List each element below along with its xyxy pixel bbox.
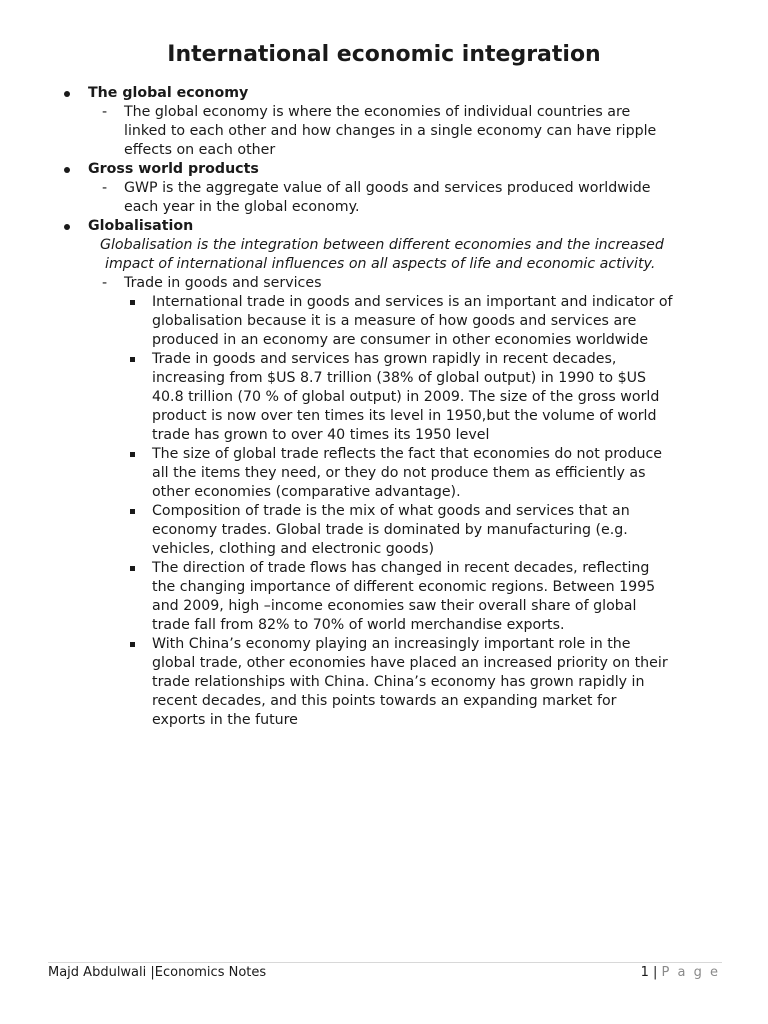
- sub-list-item-line: produced in an economy are consumer in other economies worldwide: [152, 332, 649, 348]
- square-bullet-icon: [130, 357, 135, 362]
- sub-list-item-line: 40.8 trillion (70 % of global output) in 2009. The size of the gross world: [152, 389, 660, 405]
- sub-list-item-line: International trade in goods and services is an important and indicator of: [152, 294, 673, 310]
- square-bullet-icon: [130, 642, 135, 647]
- sub-list-item-line: Composition of trade is the mix of what goods and services that an: [152, 503, 630, 519]
- square-bullet-icon: [130, 452, 135, 457]
- page-label: P a g e: [661, 965, 720, 980]
- sub-list-item-line: other economies (comparative advantage).: [152, 484, 461, 500]
- footer-page-info: [641, 964, 720, 982]
- sub-list-item-line: all the items they need, or they do not produce them as efficiently as: [152, 465, 646, 481]
- page-separator: |: [653, 965, 658, 980]
- sub-list-item-line: globalisation because it is a measure of how goods and services are: [152, 313, 637, 329]
- list-item-line: GWP is the aggregate value of all goods and services produced worldwide: [124, 180, 651, 196]
- sub-list-item-line: Trade in goods and services has grown rapidly in recent decades,: [152, 351, 617, 367]
- sub-list-item-line: The direction of trade flows has changed in recent decades, reflecting: [152, 560, 650, 576]
- footer-divider: [48, 962, 722, 963]
- definition-line: impact of international influences on all aspects of life and economic activity.: [105, 256, 656, 272]
- sub-list-item-line: trade relationships with China. China’s economy has grown rapidly in: [152, 674, 645, 690]
- section-heading: The global economy: [88, 85, 249, 101]
- square-bullet-icon: [130, 566, 135, 571]
- list-item-line: effects on each other: [124, 142, 276, 158]
- sub-list-item-line: trade has grown to over 40 times its 1950 level: [152, 427, 490, 443]
- sub-list-item-line: The size of global trade reflects the fact that economies do not produce: [152, 446, 663, 462]
- sub-list-item-line: the changing importance of different economic regions. Between 1995: [152, 579, 656, 595]
- dash-bullet-icon: -: [102, 275, 108, 291]
- list-item-line: linked to each other and how changes in a single economy can have ripple: [124, 123, 657, 139]
- sub-list-item-line: global trade, other economies have placed an increased priority on their: [152, 655, 668, 671]
- page-title: International economic integration: [167, 42, 601, 67]
- section-heading: Globalisation: [88, 218, 194, 234]
- definition-line: Globalisation is the integration between different economies and the increased: [100, 237, 664, 253]
- sub-list-item-line: vehicles, clothing and electronic goods): [152, 541, 435, 557]
- list-item-line: each year in the global economy.: [124, 199, 360, 215]
- sub-list-item-line: economy trades. Global trade is dominated by manufacturing (e.g.: [152, 522, 628, 538]
- dash-bullet-icon: -: [102, 104, 108, 120]
- bullet-circle-icon: [64, 91, 70, 97]
- list-item-line: The global economy is where the economies of individual countries are: [124, 104, 631, 120]
- bullet-circle-icon: [64, 167, 70, 173]
- sub-list-item-line: product is now over ten times its level in 1950,but the volume of world: [152, 408, 657, 424]
- bullet-circle-icon: [64, 224, 70, 230]
- sub-list-item-line: increasing from $US 8.7 trillion (38% of global output) in 1990 to $US: [152, 370, 646, 386]
- dash-bullet-icon: -: [102, 180, 108, 196]
- sub-list-item-line: and 2009, high –income economies saw their overall share of global: [152, 598, 637, 614]
- sub-list-item-line: trade fall from 82% to 70% of world merchandise exports.: [152, 617, 565, 633]
- sub-list-item-line: recent decades, and this points towards an expanding market for: [152, 693, 617, 709]
- square-bullet-icon: [130, 300, 135, 305]
- square-bullet-icon: [130, 509, 135, 514]
- page-number: 1: [640, 965, 649, 980]
- sub-list-item-line: With China’s economy playing an increasingly important role in the: [152, 636, 631, 652]
- footer-author: Majd Abdulwali |Economics Notes: [48, 965, 267, 980]
- section-heading: Gross world products: [88, 161, 259, 177]
- sub-list-item-line: exports in the future: [152, 712, 298, 728]
- list-item-line: Trade in goods and services: [124, 275, 322, 291]
